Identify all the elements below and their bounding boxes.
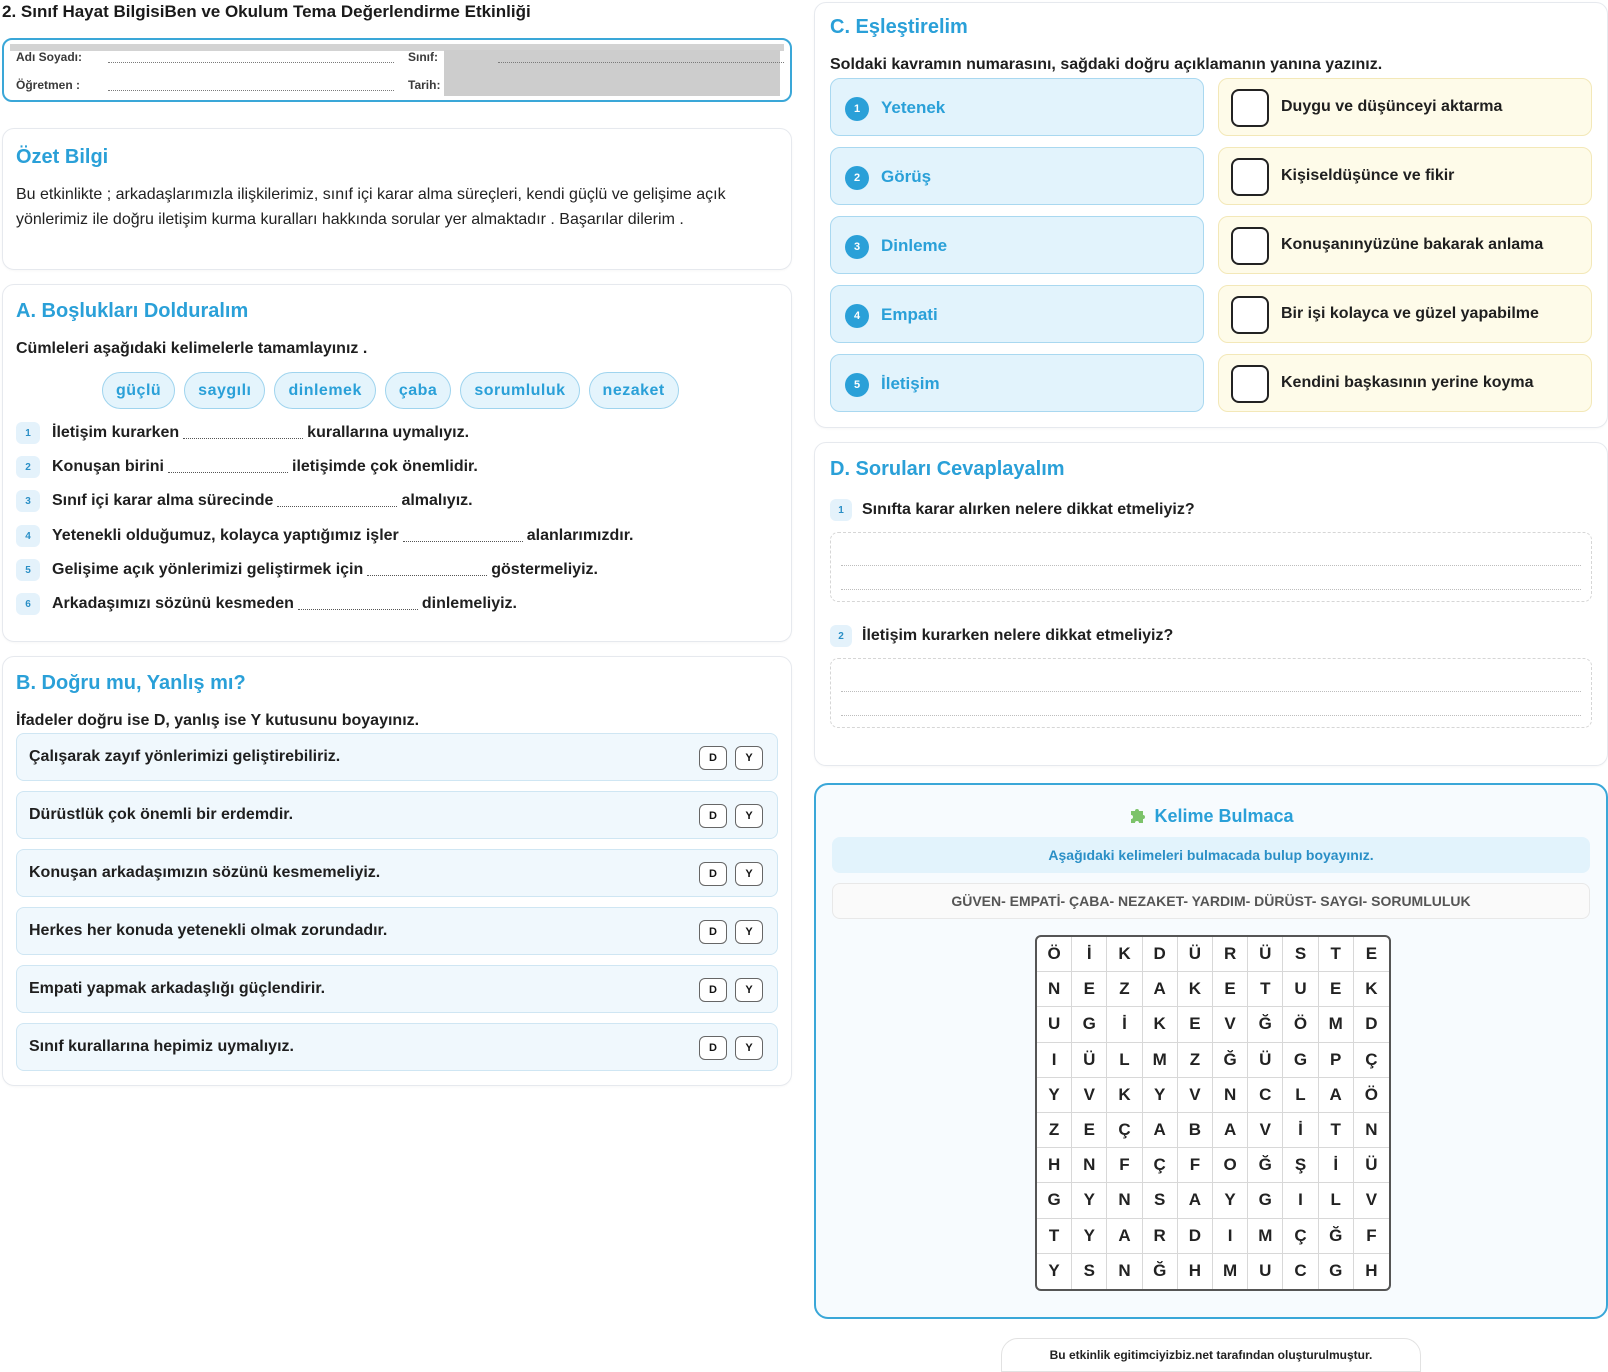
puzzle-cell[interactable]: M: [1143, 1043, 1178, 1078]
puzzle-cell[interactable]: K: [1107, 937, 1142, 972]
puzzle-cell[interactable]: U: [1037, 1007, 1072, 1042]
puzzle-cell[interactable]: L: [1283, 1078, 1318, 1113]
puzzle-cell[interactable]: Ğ: [1143, 1254, 1178, 1289]
fill-item-after: kurallarına uymalıyız.: [307, 424, 470, 441]
puzzle-cell[interactable]: Y: [1213, 1183, 1248, 1218]
puzzle-cell[interactable]: H: [1365, 1261, 1378, 1281]
item-number: 3: [16, 490, 40, 512]
false-box[interactable]: Y: [735, 804, 763, 828]
puzzle-cell[interactable]: Ğ: [1248, 1148, 1283, 1183]
footer-credit: Bu etkinlik egitimciyizbiz.net tarafından oluşturulmuştur.: [1001, 1338, 1421, 1372]
class-label: Sınıf:: [408, 50, 438, 64]
concept-number: 3: [845, 235, 869, 259]
name-field[interactable]: [108, 62, 394, 63]
answer-area[interactable]: [830, 532, 1592, 602]
word-bank: [102, 372, 679, 409]
puzzle-piece-icon: [1128, 805, 1148, 825]
puzzle-cell[interactable]: B: [1178, 1113, 1213, 1148]
puzzle-cell[interactable]: Y: [1072, 1183, 1107, 1218]
puzzle-cell[interactable]: M: [1319, 1007, 1354, 1042]
section-c-instruction: Soldaki kavramın numarasını, sağdaki doğru açıklamanın yanına yazınız.: [830, 56, 1383, 73]
fill-item-before: Arkadaşımızı sözünü kesmeden: [52, 595, 294, 612]
answer-area[interactable]: [830, 658, 1592, 728]
description-label: Duygu ve düşünceyi aktarma: [1281, 98, 1503, 115]
puzzle-cell[interactable]: Ğ: [1248, 1007, 1283, 1042]
concept-number: 4: [845, 304, 869, 328]
word-chip: dinlemek: [274, 372, 375, 409]
puzzle-cell[interactable]: H: [1037, 1148, 1072, 1183]
puzzle-cell[interactable]: N: [1037, 972, 1072, 1007]
puzzle-cell[interactable]: İ: [1319, 1148, 1354, 1183]
fill-item-before: Gelişime açık yönlerimizi geliştirmek için: [52, 561, 364, 578]
word-chip: saygılı: [184, 372, 265, 409]
puzzle-cell[interactable]: N: [1107, 1183, 1142, 1218]
puzzle-cell[interactable]: V: [1248, 1113, 1283, 1148]
item-number: 5: [16, 559, 40, 581]
puzzle-cell[interactable]: T: [1319, 1113, 1354, 1148]
concept-card: [830, 147, 1204, 205]
false-box[interactable]: Y: [735, 1036, 763, 1060]
puzzle-cell[interactable]: Y: [1037, 1254, 1072, 1289]
answer-box[interactable]: [1231, 158, 1269, 196]
true-false-row: [16, 1023, 778, 1071]
puzzle-cell[interactable]: E: [1213, 972, 1248, 1007]
statement-text: Empati yapmak arkadaşlığı güçlendirir.: [29, 980, 326, 997]
puzzle-cell[interactable]: N: [1072, 1148, 1107, 1183]
fill-item: [16, 523, 634, 549]
puzzle-cell[interactable]: G: [1248, 1183, 1283, 1218]
puzzle-cell[interactable]: F: [1354, 1219, 1389, 1254]
puzzle-cell[interactable]: Y: [1143, 1078, 1178, 1113]
fill-item-after: dinlemeliyiz.: [421, 595, 517, 612]
puzzle-cell[interactable]: G: [1283, 1043, 1318, 1078]
description-label: Konuşanınyüzüne bakarak anlama: [1281, 236, 1544, 253]
true-box[interactable]: D: [699, 746, 727, 770]
puzzle-grid: [1035, 935, 1391, 1291]
puzzle-cell[interactable]: E: [1072, 972, 1107, 1007]
puzzle-cell[interactable]: Z: [1178, 1043, 1213, 1078]
concept-card: [830, 78, 1204, 136]
puzzle-cell[interactable]: V: [1213, 1007, 1248, 1042]
statement-text: Çalışarak zayıf yönlerimizi geliştirebiliriz.: [29, 748, 341, 765]
puzzle-cell[interactable]: V: [1178, 1078, 1213, 1113]
puzzle-cell[interactable]: E: [1072, 1113, 1107, 1148]
true-false-row: [16, 965, 778, 1013]
puzzle-cell[interactable]: N: [1213, 1078, 1248, 1113]
fill-item-after: göstermeliyiz.: [491, 561, 598, 578]
puzzle-cell[interactable]: E: [1178, 1007, 1213, 1042]
summary-title: Özet Bilgi: [16, 146, 109, 168]
puzzle-cell[interactable]: K: [1107, 1078, 1142, 1113]
class-field[interactable]: [498, 62, 784, 63]
puzzle-cell[interactable]: Ü: [1072, 1043, 1107, 1078]
puzzle-cell[interactable]: S: [1143, 1183, 1178, 1218]
puzzle-cell[interactable]: Z: [1037, 1113, 1072, 1148]
puzzle-cell[interactable]: H: [1178, 1254, 1213, 1289]
answer-box[interactable]: [1231, 89, 1269, 127]
answer-line: [841, 691, 1581, 692]
puzzle-cell[interactable]: Ü: [1248, 937, 1283, 972]
fill-item: [16, 454, 478, 480]
summary-text: Bu etkinlikte ; arkadaşlarımızla ilişkilerimiz, sınıf içi karar alma süreçleri, kendi güçlü ve gelişime açık yönlerimiz ile doğru iletişim kurma kuralları hakkında sorular yer almaktadır . Başarılar dilerim .: [16, 186, 726, 228]
true-box[interactable]: D: [699, 1036, 727, 1060]
teacher-label: Öğretmen :: [16, 78, 81, 92]
answer-line: [841, 565, 1581, 566]
fill-item-before: Konuşan birini: [52, 458, 164, 475]
puzzle-cell[interactable]: D: [1143, 937, 1178, 972]
description-card: [1218, 216, 1592, 274]
fill-item: [16, 591, 517, 617]
puzzle-cell[interactable]: F: [1178, 1148, 1213, 1183]
puzzle-cell[interactable]: M: [1248, 1219, 1283, 1254]
answer-line: [841, 715, 1581, 716]
puzzle-cell[interactable]: R: [1143, 1219, 1178, 1254]
false-box[interactable]: Y: [735, 862, 763, 886]
true-box[interactable]: D: [699, 978, 727, 1002]
question-text: İletişim kurarken nelere dikkat etmeliyiz?: [862, 627, 1174, 644]
puzzle-cell[interactable]: M: [1213, 1254, 1248, 1289]
puzzle-cell[interactable]: G: [1319, 1254, 1354, 1289]
concept-number: 5: [845, 373, 869, 397]
question-row: [830, 623, 1173, 649]
puzzle-title: Kelime Bulmaca: [1154, 806, 1294, 826]
word-chip: nezaket: [589, 372, 679, 409]
concept-label: Görüş: [881, 167, 932, 186]
fill-item: [16, 488, 473, 514]
puzzle-cell[interactable]: K: [1178, 972, 1213, 1007]
question-number: 2: [830, 625, 852, 647]
fill-item-after: alanlarımızdır.: [526, 527, 634, 544]
false-box[interactable]: Y: [735, 920, 763, 944]
puzzle-cell[interactable]: N: [1354, 1113, 1389, 1148]
section-b-instruction: İfadeler doğru ise D, yanlış ise Y kutusunu boyayınız.: [16, 712, 420, 729]
statement-text: Herkes her konuda yetenekli olmak zorundadır.: [29, 922, 388, 939]
puzzle-instruction: Aşağıdaki kelimeleri bulmacada bulup boyayınız.: [832, 837, 1590, 873]
fill-item-after: almalıyız.: [401, 492, 473, 509]
puzzle-title-row: [816, 805, 1606, 827]
puzzle-cell[interactable]: A: [1107, 1219, 1142, 1254]
puzzle-cell[interactable]: G: [1072, 1007, 1107, 1042]
puzzle-cell[interactable]: Ç: [1283, 1219, 1318, 1254]
puzzle-word-list: GÜVEN- EMPATİ- ÇABA- NEZAKET- YARDIM- DÜRÜST- SAYGI- SORUMLULUK: [832, 883, 1590, 919]
fill-item-before: Yetenekli olduğumuz, kolayca yaptığımız işler: [52, 527, 399, 544]
true-false-row: [16, 907, 778, 955]
puzzle-cell[interactable]: U: [1248, 1254, 1283, 1289]
true-false-row: [16, 791, 778, 839]
true-box[interactable]: D: [699, 862, 727, 886]
puzzle-cell[interactable]: Ö: [1354, 1078, 1389, 1113]
puzzle-cell[interactable]: A: [1178, 1183, 1213, 1218]
description-label: Kendini başkasının yerine koyma: [1281, 374, 1534, 391]
fill-blank[interactable]: [298, 598, 418, 610]
answer-box[interactable]: [1231, 296, 1269, 334]
puzzle-cell[interactable]: F: [1107, 1148, 1142, 1183]
true-false-row: [16, 733, 778, 781]
puzzle-cell[interactable]: U: [1283, 972, 1318, 1007]
word-chip: çaba: [385, 372, 451, 409]
puzzle-cell[interactable]: Ş: [1283, 1148, 1318, 1183]
fill-blank[interactable]: [168, 461, 288, 473]
puzzle-cell[interactable]: O: [1213, 1148, 1248, 1183]
puzzle-cell[interactable]: A: [1143, 972, 1178, 1007]
description-card: [1218, 147, 1592, 205]
puzzle-cell[interactable]: A: [1213, 1113, 1248, 1148]
puzzle-cell[interactable]: Y: [1037, 1078, 1072, 1113]
puzzle-cell[interactable]: İ: [1107, 1007, 1142, 1042]
item-number: 4: [16, 525, 40, 547]
description-card: [1218, 354, 1592, 412]
fill-item-before: Sınıf içi karar alma sürecinde: [52, 492, 274, 509]
statement-text: Sınıf kurallarına hepimiz uymalıyız.: [29, 1038, 294, 1055]
section-b-title: B. Doğru mu, Yanlış mı?: [16, 672, 246, 694]
question-row: [830, 497, 1195, 523]
puzzle-cell[interactable]: İ: [1283, 1113, 1318, 1148]
word-puzzle-card: [814, 783, 1608, 1319]
description-label: Bir işi kolayca ve güzel yapabilme: [1281, 305, 1539, 322]
concept-label: Empati: [881, 305, 938, 324]
statement-text: Dürüstlük çok önemli bir erdemdir.: [29, 806, 294, 823]
concept-label: İletişim: [881, 374, 940, 393]
puzzle-cell[interactable]: Ü: [1178, 937, 1213, 972]
fill-blank[interactable]: [183, 427, 303, 439]
concept-card: [830, 354, 1204, 412]
puzzle-cell[interactable]: I: [1283, 1183, 1318, 1218]
section-c-title: C. Eşleştirelim: [830, 16, 968, 38]
fill-blank[interactable]: [367, 564, 487, 576]
question-text: Sınıfta karar alırken nelere dikkat etmeliyiz?: [862, 501, 1195, 518]
puzzle-cell[interactable]: Ç: [1107, 1113, 1142, 1148]
puzzle-cell[interactable]: Z: [1107, 972, 1142, 1007]
true-box[interactable]: D: [699, 804, 727, 828]
name-label: Adı Soyadı:: [16, 50, 83, 64]
concept-card: [830, 285, 1204, 343]
concept-number: 2: [845, 166, 869, 190]
puzzle-cell[interactable]: E: [1319, 972, 1354, 1007]
puzzle-cell[interactable]: T: [1037, 1219, 1072, 1254]
fill-item-after: iletişimde çok önemlidir.: [292, 458, 478, 475]
puzzle-cell[interactable]: Ö: [1283, 1007, 1318, 1042]
puzzle-cell[interactable]: A: [1319, 1078, 1354, 1113]
student-info-box: [2, 38, 792, 102]
puzzle-cell[interactable]: N: [1107, 1254, 1142, 1289]
item-number: 1: [16, 422, 40, 444]
puzzle-cell[interactable]: D: [1178, 1219, 1213, 1254]
puzzle-cell[interactable]: I: [1037, 1043, 1072, 1078]
section-a-title: A. Boşlukları Dolduralım: [16, 300, 249, 322]
true-false-row: [16, 849, 778, 897]
puzzle-cell[interactable]: L: [1107, 1043, 1142, 1078]
puzzle-cell[interactable]: Ç: [1354, 1043, 1389, 1078]
puzzle-cell[interactable]: A: [1143, 1113, 1178, 1148]
section-a-instruction: Cümleleri aşağıdaki kelimelerle tamamlayınız .: [16, 340, 368, 357]
puzzle-cell[interactable]: I: [1213, 1219, 1248, 1254]
item-number: 6: [16, 593, 40, 615]
puzzle-cell[interactable]: T: [1248, 972, 1283, 1007]
false-box[interactable]: Y: [735, 978, 763, 1002]
concept-number: 1: [845, 97, 869, 121]
concept-label: Yetenek: [881, 98, 946, 117]
puzzle-cell[interactable]: Ğ: [1213, 1043, 1248, 1078]
date-label: Tarih:: [408, 78, 441, 92]
puzzle-cell[interactable]: R: [1213, 937, 1248, 972]
puzzle-cell[interactable]: D: [1354, 1007, 1389, 1042]
section-d-title: D. Soruları Cevaplayalım: [830, 458, 1065, 480]
puzzle-cell[interactable]: Y: [1072, 1219, 1107, 1254]
item-number: 2: [16, 456, 40, 478]
puzzle-cell[interactable]: L: [1319, 1183, 1354, 1218]
description-card: [1218, 285, 1592, 343]
fill-blank[interactable]: [277, 495, 397, 507]
puzzle-cell[interactable]: G: [1037, 1183, 1072, 1218]
puzzle-cell[interactable]: S: [1072, 1254, 1107, 1289]
answer-box[interactable]: [1231, 227, 1269, 265]
false-box[interactable]: Y: [735, 746, 763, 770]
question-number: 1: [830, 499, 852, 521]
info-gray-area: [444, 50, 780, 96]
answer-line: [841, 589, 1581, 590]
puzzle-cell[interactable]: Ü: [1248, 1043, 1283, 1078]
puzzle-cell[interactable]: Ç: [1143, 1148, 1178, 1183]
puzzle-cell[interactable]: C: [1283, 1254, 1318, 1289]
puzzle-cell[interactable]: V: [1354, 1183, 1389, 1218]
puzzle-cell[interactable]: İ: [1072, 937, 1107, 972]
puzzle-cell[interactable]: C: [1248, 1078, 1283, 1113]
puzzle-cell[interactable]: Ğ: [1319, 1219, 1354, 1254]
fill-item-before: İletişim kurarken: [52, 424, 180, 441]
true-box[interactable]: D: [699, 920, 727, 944]
puzzle-cell[interactable]: E: [1354, 937, 1389, 972]
concept-card: [830, 216, 1204, 274]
statement-text: Konuşan arkadaşımızın sözünü kesmemeliyiz.: [29, 864, 381, 881]
puzzle-cell[interactable]: P: [1319, 1043, 1354, 1078]
puzzle-cell[interactable]: Ü: [1354, 1148, 1389, 1183]
word-chip: sorumluluk: [460, 372, 579, 409]
word-chip: güçlü: [102, 372, 175, 409]
puzzle-cell[interactable]: Ö: [1037, 937, 1072, 972]
page-title: 2. Sınıf Hayat BilgisiBen ve Okulum Tema Değerlendirme Etkinliği: [2, 2, 531, 21]
concept-label: Dinleme: [881, 236, 948, 255]
puzzle-cell[interactable]: S: [1283, 937, 1318, 972]
description-card: [1218, 78, 1592, 136]
puzzle-cell[interactable]: T: [1319, 937, 1354, 972]
puzzle-cell[interactable]: K: [1354, 972, 1389, 1007]
teacher-field[interactable]: [108, 90, 394, 91]
puzzle-cell[interactable]: K: [1143, 1007, 1178, 1042]
fill-item: [16, 557, 598, 583]
description-label: Kişiseldüşünce ve fikir: [1281, 167, 1455, 184]
answer-box[interactable]: [1231, 365, 1269, 403]
fill-blank[interactable]: [403, 530, 523, 542]
fill-item: [16, 420, 469, 446]
puzzle-cell[interactable]: V: [1072, 1078, 1107, 1113]
